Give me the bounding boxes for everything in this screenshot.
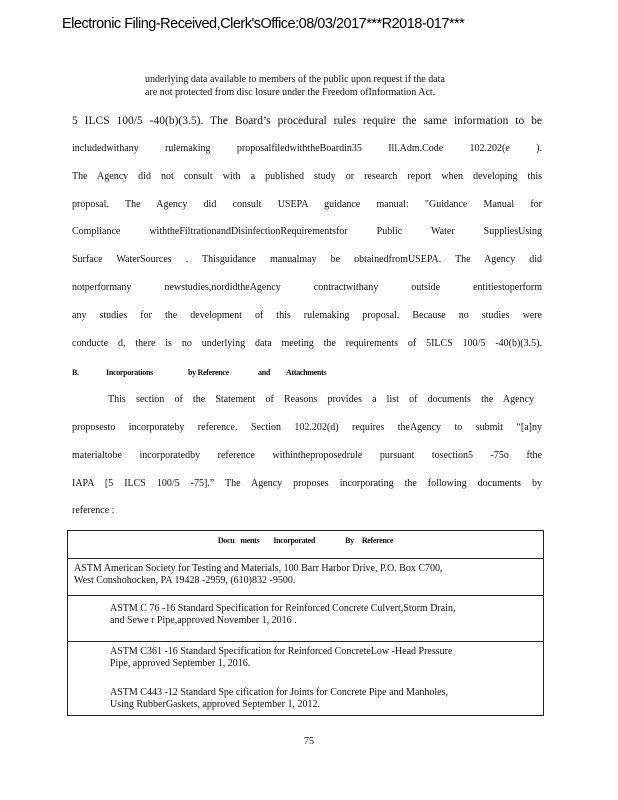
body-line-5: Compliance withtheFiltrationandDisinfectionRequirementsfor Public Water SuppliesUsing (72, 226, 542, 237)
page-number: 75 (304, 736, 314, 747)
section-line-3: materialtobe incorporatedby reference withintheproposedrule pursuant tosection5 -75o fthe (72, 450, 542, 461)
table-header-part-1: Docu (217, 536, 235, 545)
organization-line-2: West Conshohocken, PA 19428 -2959, (610)832 -9500. (74, 575, 296, 586)
quote-line-2: are not protected from disc losure under the Freedom ofInformation Act. (145, 87, 436, 98)
body-line-2: includedwithany rulemaking proposalfiledwiththeBoardin35 Ill.Adm.Code 102.202(e ). (72, 143, 542, 154)
document-entry-2-line-2: Pipe, approved September 1, 2016. (110, 658, 251, 669)
section-letter: B. (72, 368, 79, 377)
section-line-2: proposesto incorporateby reference. Section 102.202(d) requires theAgency to submit “[a]ny (72, 422, 542, 433)
filing-stamp-header: Electronic Filing-Received,Clerk'sOffice:08/03/2017***R2018-017*** (62, 16, 465, 32)
section-title-part-1: Incorporations (106, 368, 153, 377)
table-row (68, 596, 543, 642)
section-title-part-3: and (258, 368, 270, 377)
table-header-part-4: By (345, 536, 354, 545)
table-row (68, 559, 543, 596)
section-line-1: This section of the Statement of Reasons provides a list of documents the Agency (108, 394, 534, 405)
body-line-3: The Agency did not consult with a published study or research report when developing this (72, 171, 542, 182)
body-line-1: 5 ILCS 100/5 -40(b)(3.5). The Board’s procedural rules require the same information to be (72, 115, 542, 127)
document-entry-2-line-1: ASTM C361 -16 Standard Specification for Reinforced ConcreteLow -Head Pressure (110, 646, 453, 657)
section-heading (72, 368, 326, 377)
body-line-8: any studies for the development of this rulemaking proposal. Because no studies were (72, 310, 542, 321)
body-line-9: conducte d, there is no underlying data meeting the requirements of 5ILCS 100/5 -40(b)(3.5). (72, 338, 542, 349)
section-title-part-2: by Reference (188, 368, 229, 377)
body-line-7: notperformany newstudies,nordidtheAgency contractwithany outside entitiestoperform (72, 282, 542, 293)
body-line-6: Surface WaterSources . Thisguidance manualmay be obtainedfromUSEPA. The Agency did (72, 254, 542, 265)
document-entry-1-line-2: and Sewe r Pipe,approved November 1, 2016 . (110, 615, 297, 626)
document-entry-1-line-1: ASTM C 76 -16 Standard Specification for Reinforced Concrete Culvert,Storm Drain, (110, 603, 456, 614)
incorporated-documents-table (67, 530, 544, 716)
table-header (68, 531, 543, 559)
document-entry-3-line-1: ASTM C443 -12 Standard Spe cification for Joints for Concrete Pipe and Manholes, (110, 687, 448, 698)
body-line-4: proposal. The Agency did consult USEPA guidance manual: "Guidance Manual for (72, 199, 542, 210)
section-line-4: IAPA [5 ILCS 100/5 -75].” The Agency proposes incorporating the following documents by (72, 478, 542, 489)
table-header-part-2: ments (240, 536, 260, 545)
table-header-part-3: Incorporated (273, 536, 316, 545)
section-line-5: reference : (72, 505, 115, 516)
organization-line-1: ASTM American Society for Testing and Materials, 100 Barr Harbor Drive, P.O. Box C700, (74, 563, 443, 574)
section-title-part-4: Attachments (286, 368, 327, 377)
table-row (68, 642, 543, 715)
document-entry-3-line-2: Using RubberGaskets, approved September 1, 2012. (110, 699, 320, 710)
table-header-part-5: Reference (361, 536, 394, 545)
quote-line-1: underlying data available to members of the public upon request if the data (145, 74, 445, 85)
